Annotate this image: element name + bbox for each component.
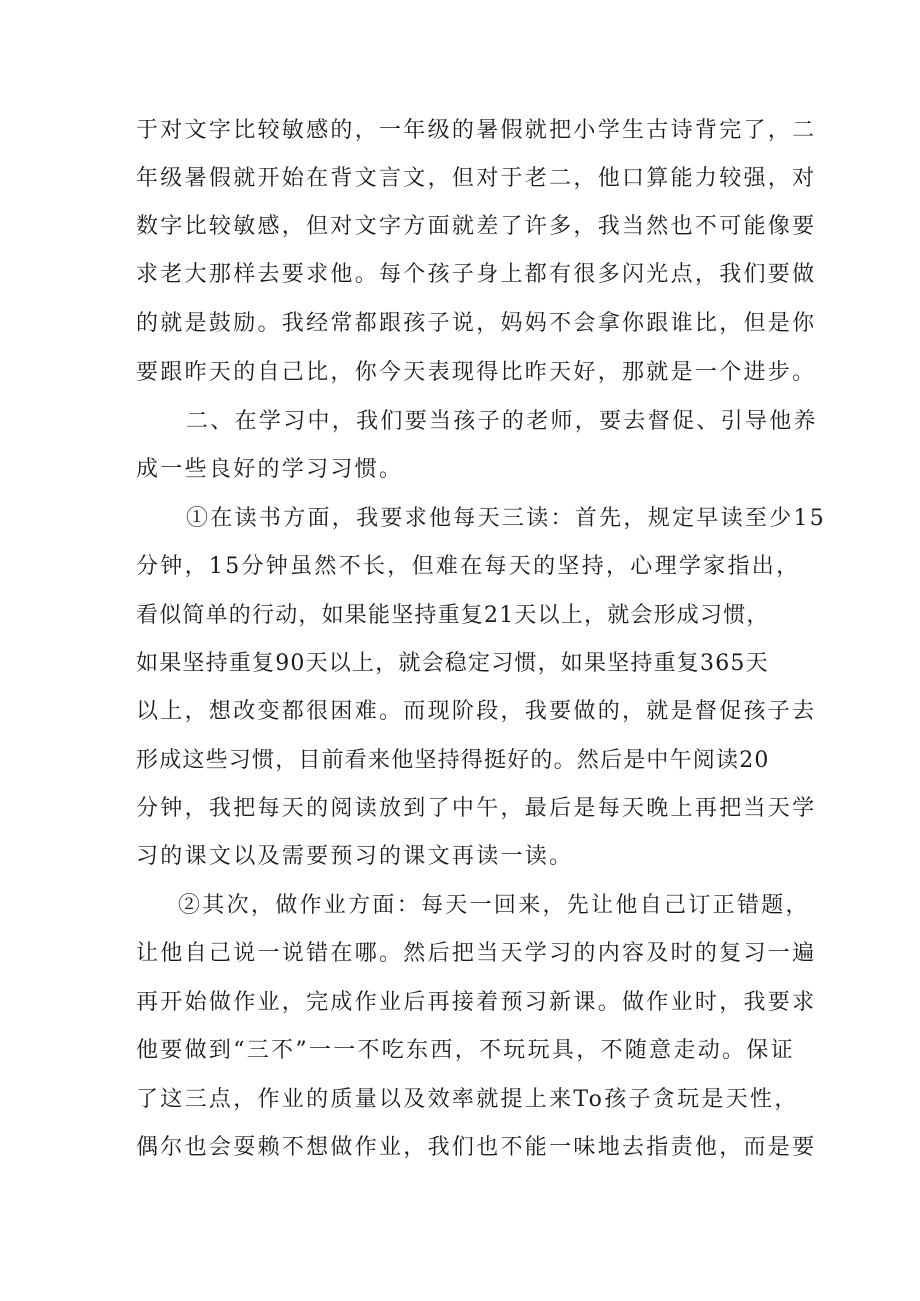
paragraph-line: 他要做到“三不”一一不吃东西，不玩玩具，不随意走动。保证: [136, 1038, 795, 1063]
paragraph-line: 以上，想改变都很困难。而现阶段，我要做的，就是督促孩子去: [136, 699, 817, 724]
paragraph-line: 要跟昨天的自己比，你今天表现得比昨天好，那就是一个进步。: [136, 360, 817, 385]
paragraph-line: 习的课文以及需要预习的课文再读一读。: [136, 844, 574, 869]
paragraph-line: 如果坚持重复90天以上，就会稳定习惯，如果坚持重复365天: [136, 651, 769, 676]
paragraph-line: 再开始做作业，完成作业后再接着预习新课。做作业时，我要求: [136, 990, 817, 1015]
paragraph-line: 成一些良好的学习习惯。: [136, 457, 404, 482]
paragraph-line: 的就是鼓励。我经常都跟孩子说，妈妈不会拿你跟谁比，但是你: [136, 311, 817, 336]
section-heading-line: 二、在学习中，我们要当孩子的老师，要去督促、引导他养: [186, 409, 818, 434]
paragraph-line: 于对文字比较敏感的，一年级的暑假就把小学生古诗背完了，二: [136, 118, 817, 143]
list-item-line: ②其次，做作业方面：每天一回来，先让他自己订正错题，: [178, 893, 810, 918]
paragraph-line: 分钟，15分钟虽然不长，但难在每天的坚持，心理学家指出，: [136, 554, 801, 579]
paragraph-line: 数字比较敏感，但对文字方面就差了许多，我当然也不可能像要: [136, 214, 817, 239]
list-item-line: ①在读书方面，我要求他每天三读：首先，规定早读至少15: [186, 506, 827, 531]
paragraph-line: 分钟，我把每天的阅读放到了中午，最后是每天晚上再把当天学: [136, 796, 817, 821]
paragraph-line: 了这三点，作业的质量以及效率就提上来To孩子贪玩是天性，: [136, 1087, 799, 1112]
paragraph-line: 年级暑假就开始在背文言文，但对于老二，他口算能力较强，对: [136, 166, 817, 191]
paragraph-line: 让他自己说一说错在哪。然后把当天学习的内容及时的复习一遍: [136, 941, 817, 966]
paragraph-line: 看似简单的行动，如果能坚持重复21天以上，就会形成习惯，: [136, 603, 770, 628]
paragraph-line: 求老大那样去要求他。每个孩子身上都有很多闪光点，我们要做: [136, 262, 817, 287]
paragraph-line: 形成这些习惯，目前看来他坚持得挺好的。然后是中午阅读20: [136, 748, 770, 773]
paragraph-line: 偶尔也会耍赖不想做作业，我们也不能一味地去指责他，而是要: [136, 1135, 817, 1160]
